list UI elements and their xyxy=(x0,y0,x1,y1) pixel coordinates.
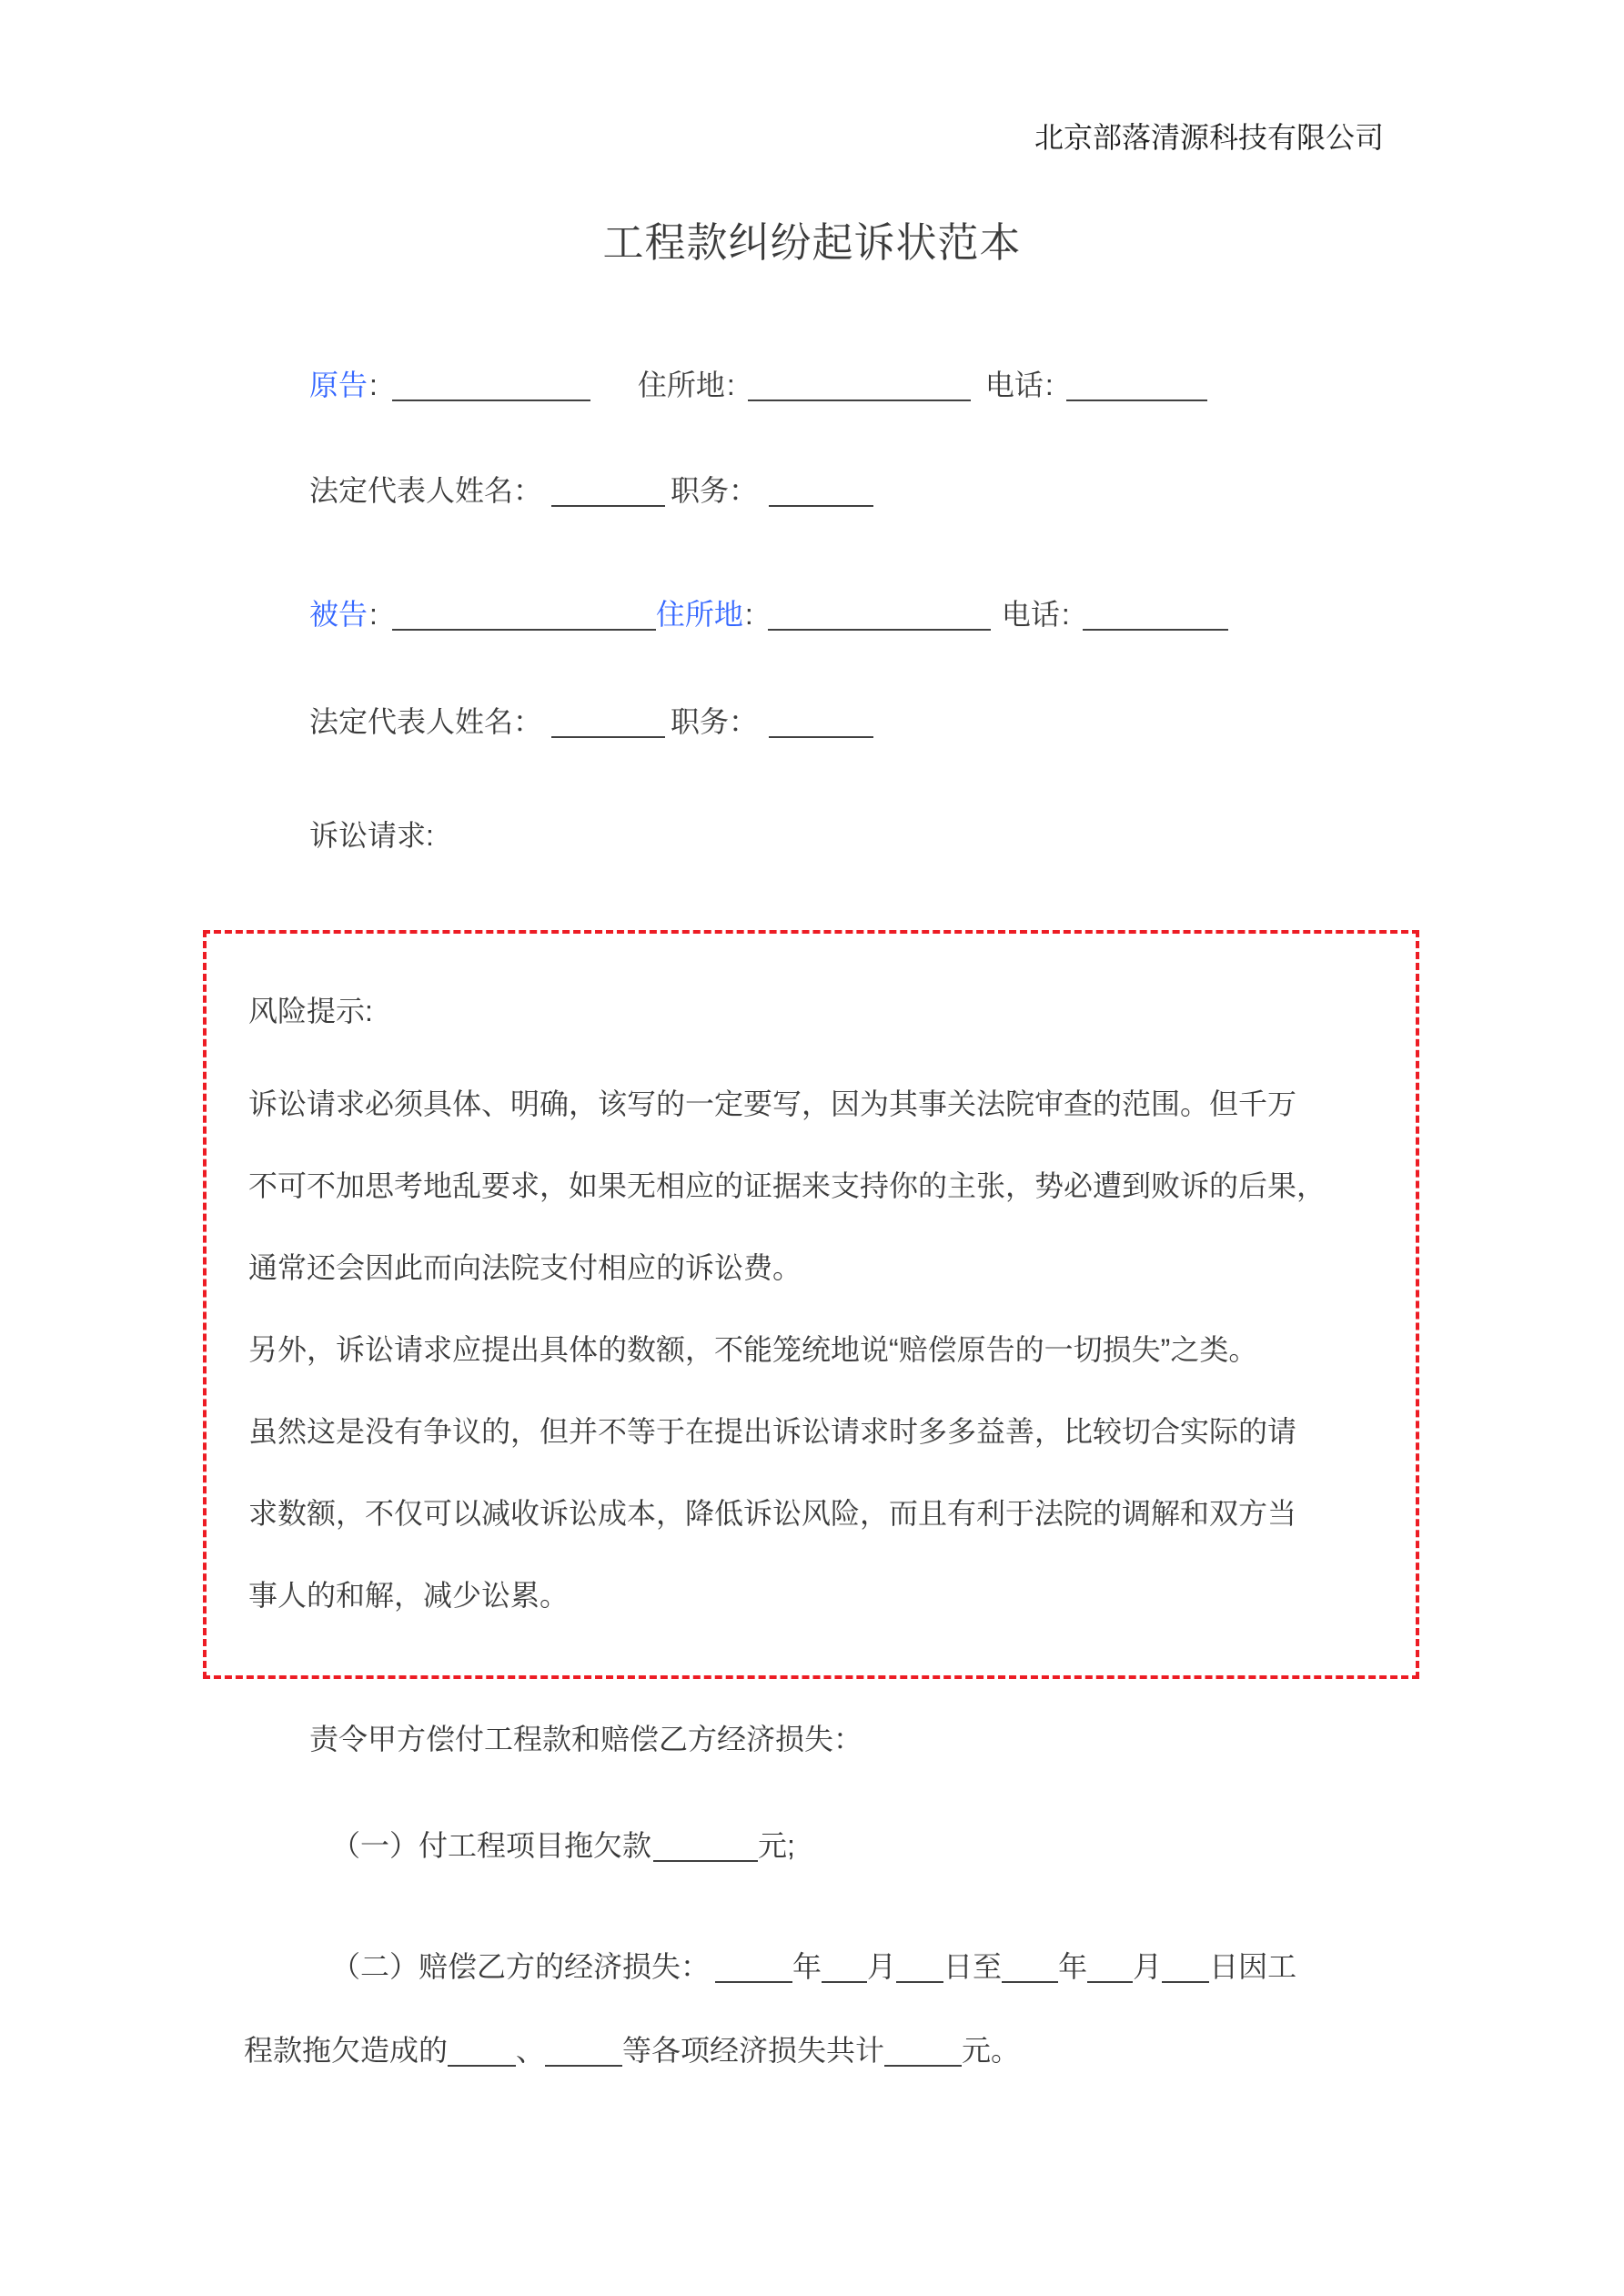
claim-item-1-text: （一）付工程项目拖欠款 xyxy=(331,1829,652,1862)
plaintiff-label: 原告 xyxy=(309,369,368,401)
risk-line: 虽然这是没有争议的，但并不等于在提出诉讼请求时多多益善，比较切合实际的请 xyxy=(248,1415,1297,1448)
start-month-blank[interactable] xyxy=(822,1954,867,1983)
enumeration-comma: 、 xyxy=(516,2034,546,2067)
end-day-blank[interactable] xyxy=(1162,1954,1209,1983)
risk-notice-box xyxy=(203,930,1419,1679)
defendant-address-colon: : xyxy=(744,598,753,631)
owed-amount-blank[interactable] xyxy=(653,1833,758,1862)
total-loss-text: 等各项经济损失共计 xyxy=(622,2034,885,2067)
plaintiff-name-blank[interactable] xyxy=(392,372,590,401)
defendant-address-blank[interactable] xyxy=(768,602,991,631)
defendant-phone-label: 电话 xyxy=(1001,598,1060,631)
document-title: 工程款纠纷起诉状范本 xyxy=(602,219,1022,266)
risk-paragraphs xyxy=(248,1063,1379,1636)
position-blank[interactable] xyxy=(769,478,873,507)
defendant-phone-blank[interactable] xyxy=(1083,602,1228,631)
claims-intro: 责令甲方偿付工程款和赔偿乙方经济损失： xyxy=(309,1723,863,1755)
start-day-blank[interactable] xyxy=(896,1954,943,1983)
end-month-blank[interactable] xyxy=(1087,1954,1133,1983)
defendant-label: 被告 xyxy=(309,598,368,631)
position-colon: ： xyxy=(729,474,759,507)
defendant-rep-row xyxy=(309,699,873,741)
defendant-address-label: 住所地 xyxy=(655,598,743,631)
position-label: 职务 xyxy=(671,474,730,507)
risk-line: 求数额，不仅可以减收诉讼成本，降低诉讼风险，而且有利于法院的调解和双方当 xyxy=(248,1497,1297,1530)
plaintiff-phone-blank[interactable] xyxy=(1066,372,1207,401)
claims-heading: 诉讼请求: xyxy=(309,819,434,852)
rep-name-label: 法定代表人姓名 xyxy=(309,474,514,507)
rep-name-colon: ： xyxy=(513,705,543,738)
plaintiff-address-label: 住所地 xyxy=(637,369,725,401)
position-blank[interactable] xyxy=(769,709,873,738)
loss-type-1-blank[interactable] xyxy=(448,2038,516,2067)
day-cause-label: 日因工 xyxy=(1209,1950,1297,1983)
defendant-colon: : xyxy=(369,598,378,631)
risk-line: 诉讼请求必须具体、明确，该写的一定要写，因为其事关法院审查的范围。但千万 xyxy=(248,1087,1297,1120)
total-amount-blank[interactable] xyxy=(884,2038,962,2067)
start-year-blank[interactable] xyxy=(715,1954,792,1983)
defendant-phone-colon: : xyxy=(1061,598,1070,631)
rep-name-colon: ： xyxy=(513,474,543,507)
plaintiff-rep-row xyxy=(309,468,873,510)
end-year-blank[interactable] xyxy=(1002,1954,1058,1983)
plaintiff-phone-colon: : xyxy=(1044,369,1054,401)
risk-line: 不可不加思考地乱要求，如果无相应的证据来支持你的主张，势必遭到败诉的后果， xyxy=(248,1169,1326,1202)
claim-item-2-text: （二）赔偿乙方的经济损失： xyxy=(331,1950,711,1983)
rep-name-blank[interactable] xyxy=(551,709,665,738)
risk-line: 通常还会因此而向法院支付相应的诉讼费。 xyxy=(248,1251,802,1284)
rep-name-label: 法定代表人姓名 xyxy=(309,705,514,738)
plaintiff-address-colon: : xyxy=(726,369,735,401)
month-label: 月 xyxy=(867,1950,897,1983)
loss-type-2-blank[interactable] xyxy=(545,2038,622,2067)
defendant-name-blank[interactable] xyxy=(392,602,656,631)
plaintiff-address-blank[interactable] xyxy=(748,372,971,401)
position-colon: ： xyxy=(729,705,759,738)
day-to-label: 日至 xyxy=(943,1950,1003,1983)
rep-name-blank[interactable] xyxy=(551,478,665,507)
claim-item-2-line-1 xyxy=(331,1944,1296,1986)
plaintiff-colon: : xyxy=(369,369,378,401)
position-label: 职务 xyxy=(671,705,730,738)
claim-item-2-line-2 xyxy=(244,2028,1020,2069)
risk-line: 另外，诉讼请求应提出具体的数额，不能笼统地说“赔偿原告的一切损失”之类。 xyxy=(248,1333,1258,1366)
month-label: 月 xyxy=(1133,1950,1163,1983)
risk-heading: 风险提示: xyxy=(248,995,373,1027)
plaintiff-row xyxy=(309,362,1207,404)
year-label: 年 xyxy=(1058,1950,1088,1983)
risk-line: 事人的和解，减少讼累。 xyxy=(248,1579,570,1612)
claim-item-2-text: 程款拖欠造成的 xyxy=(244,2034,449,2067)
yuan-period-label: 元。 xyxy=(962,2034,1021,2067)
plaintiff-phone-label: 电话 xyxy=(984,369,1044,401)
year-label: 年 xyxy=(792,1950,822,1983)
claim-item-1 xyxy=(331,1823,795,1865)
company-name: 北京部落清源科技有限公司 xyxy=(1034,121,1384,154)
claim-item-1-suffix: 元; xyxy=(758,1829,795,1862)
defendant-row xyxy=(309,592,1228,633)
